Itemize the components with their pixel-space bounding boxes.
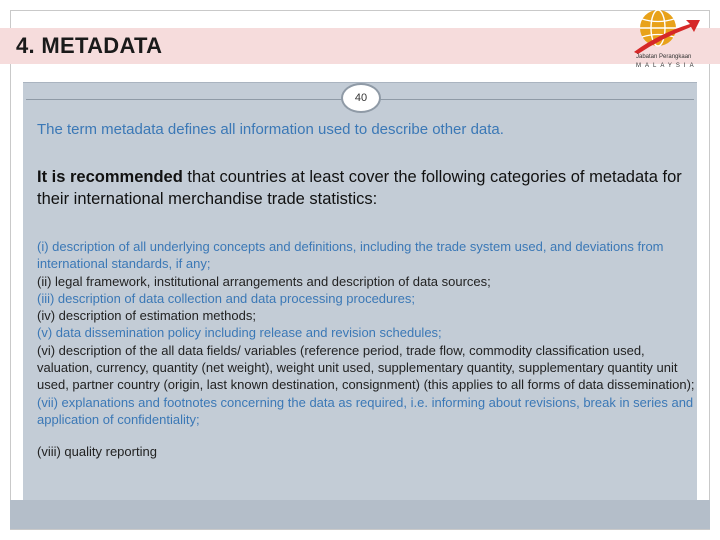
metadata-categories-list (37, 238, 697, 461)
page-number: 40 (341, 83, 381, 113)
list-item: (viii) quality reporting (37, 444, 157, 460)
list-item: (iii) description of data collection and data processing procedures; (37, 290, 415, 306)
list-item: (vi) description of the all data fields/ variables (reference period, trade flow, commodity classification used, valuation, currency, quantity (net weight), weight unit used, supplementary quantity, supplementary quantity unit used, partner country (origin, last known destination, consignment) (this applies to all forms of data dissemination); (37, 342, 695, 393)
list-item: (ii) legal framework, institutional arrangements and description of data sources; (37, 273, 491, 289)
list-item: (v) data dissemination policy including release and revision schedules; (37, 325, 442, 341)
list-item: (vii) explanations and footnotes concerning the data as required, i.e. informing about revisions, break in series and application of confidentiality; (37, 394, 694, 427)
logo-name: Jabatan Perangkaan (636, 54, 692, 60)
recommendation-text (37, 166, 697, 210)
recommendation-bold: It is recommended (37, 168, 183, 186)
bottom-strip (10, 500, 710, 529)
recommendation-rest: that countries at least cover the following categories of metadata for their international merchandise trade statistics: (37, 168, 682, 208)
slide-title: 4. METADATA (16, 33, 163, 58)
logo-country: MALAYSIA (636, 63, 698, 69)
intro-text: The term metadata defines all information used to describe other data. (37, 121, 504, 138)
list-item: (i) description of all underlying concepts and definitions, including the trade system used, and deviations from international standards, if any; (37, 239, 664, 272)
list-item: (iv) description of estimation methods; (37, 308, 256, 324)
